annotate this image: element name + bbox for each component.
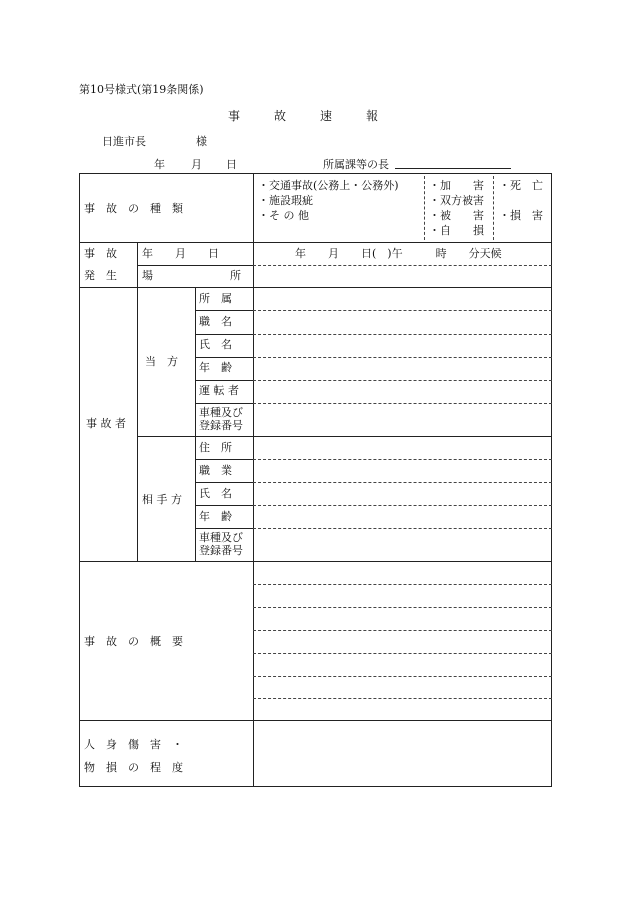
column-divider	[137, 242, 138, 561]
accident-result-option[interactable]: ・死 亡	[499, 179, 543, 192]
column-divider	[424, 176, 425, 240]
entry-line[interactable]	[253, 357, 552, 358]
title-char: 事	[228, 109, 241, 123]
row-divider	[79, 561, 552, 562]
report-date-year: 年	[154, 158, 165, 171]
self-field-affiliation: 所 属	[199, 292, 232, 305]
occurrence-label: 事 故	[84, 247, 117, 260]
report-date-day: 日	[226, 158, 237, 171]
accident-type-label: 事 故 の 種 類	[84, 202, 183, 215]
injury-label: 人 身 傷 害 ・	[84, 738, 183, 751]
parties-label: 事 故 者	[86, 417, 126, 430]
department-head-label: 所属課等の長	[323, 158, 389, 171]
self-field-age: 年 齢	[199, 361, 232, 374]
field-divider	[195, 334, 253, 335]
title-char: 故	[274, 109, 287, 123]
summary-entry-line[interactable]	[253, 630, 552, 631]
accident-role-option[interactable]: ・加 害	[429, 179, 484, 192]
other-field-registration: 登録番号	[199, 544, 243, 557]
accident-type-option[interactable]: ・施設瑕疵	[258, 194, 313, 207]
entry-line[interactable]	[253, 505, 552, 506]
summary-entry-line[interactable]	[253, 698, 552, 699]
accident-role-option[interactable]: ・双方被害	[429, 194, 484, 207]
department-head-signature-line[interactable]	[395, 168, 511, 169]
field-divider	[195, 380, 253, 381]
form-title	[228, 107, 412, 124]
field-divider	[195, 310, 253, 311]
row-divider	[79, 242, 552, 243]
summary-entry-line[interactable]	[253, 676, 552, 677]
addressee: 日進市長	[102, 135, 146, 148]
accident-type-option[interactable]: ・交通事故(公務上・公務外)	[258, 179, 399, 192]
entry-line[interactable]	[253, 403, 552, 404]
column-divider	[493, 176, 494, 240]
row-divider	[79, 287, 552, 288]
summary-entry-line[interactable]	[253, 607, 552, 608]
title-char: 報	[366, 109, 379, 123]
entry-line[interactable]	[253, 482, 552, 483]
report-date-month: 月	[191, 158, 202, 171]
field-divider	[195, 459, 253, 460]
entry-line[interactable]	[253, 459, 552, 460]
honorific: 様	[196, 135, 207, 148]
accident-result-option[interactable]: ・損 害	[499, 209, 543, 222]
summary-entry-line[interactable]	[253, 584, 552, 585]
injury-label: 物 損 の 程 度	[84, 761, 183, 774]
accident-role-option[interactable]: ・被 害	[429, 209, 484, 222]
occurrence-place-label: 場 所	[142, 269, 241, 282]
self-field-vehicle: 車種及び	[199, 406, 243, 419]
self-field-title: 職 名	[199, 315, 232, 328]
entry-line[interactable]	[253, 528, 552, 529]
column-divider	[195, 287, 196, 561]
entry-line[interactable]	[253, 334, 552, 335]
field-divider	[195, 505, 253, 506]
other-party-label: 相 手 方	[142, 493, 182, 506]
field-divider	[195, 357, 253, 358]
other-field-occupation: 職 業	[199, 464, 232, 477]
other-field-age: 年 齢	[199, 510, 232, 523]
form-number-label: 第10号様式(第19条関係)	[79, 83, 204, 96]
other-field-address: 住 所	[199, 441, 232, 454]
accident-type-option[interactable]: ・そ の 他	[258, 209, 309, 222]
title-char: 速	[320, 109, 333, 123]
self-field-name: 氏 名	[199, 338, 232, 351]
self-party-label: 当 方	[145, 355, 178, 368]
entry-line[interactable]	[253, 310, 552, 311]
occurrence-datetime-field[interactable]: 年 月 日( )午 時 分天候	[295, 247, 502, 260]
summary-label: 事 故 の 概 要	[84, 635, 183, 648]
self-field-driver: 運 転 者	[199, 384, 239, 397]
field-divider	[195, 482, 253, 483]
row-divider	[137, 436, 552, 437]
entry-line[interactable]	[253, 265, 552, 266]
entry-line[interactable]	[253, 380, 552, 381]
other-field-vehicle: 車種及び	[199, 531, 243, 544]
field-divider	[195, 528, 253, 529]
summary-entry-line[interactable]	[253, 653, 552, 654]
occurrence-label: 発 生	[84, 269, 117, 282]
field-divider	[195, 403, 253, 404]
other-field-name: 氏 名	[199, 487, 232, 500]
row-divider	[79, 720, 552, 721]
accident-role-option[interactable]: ・自 損	[429, 224, 484, 237]
occurrence-date-label: 年 月 日	[142, 247, 219, 260]
row-divider	[137, 265, 253, 266]
self-field-registration: 登録番号	[199, 419, 243, 432]
